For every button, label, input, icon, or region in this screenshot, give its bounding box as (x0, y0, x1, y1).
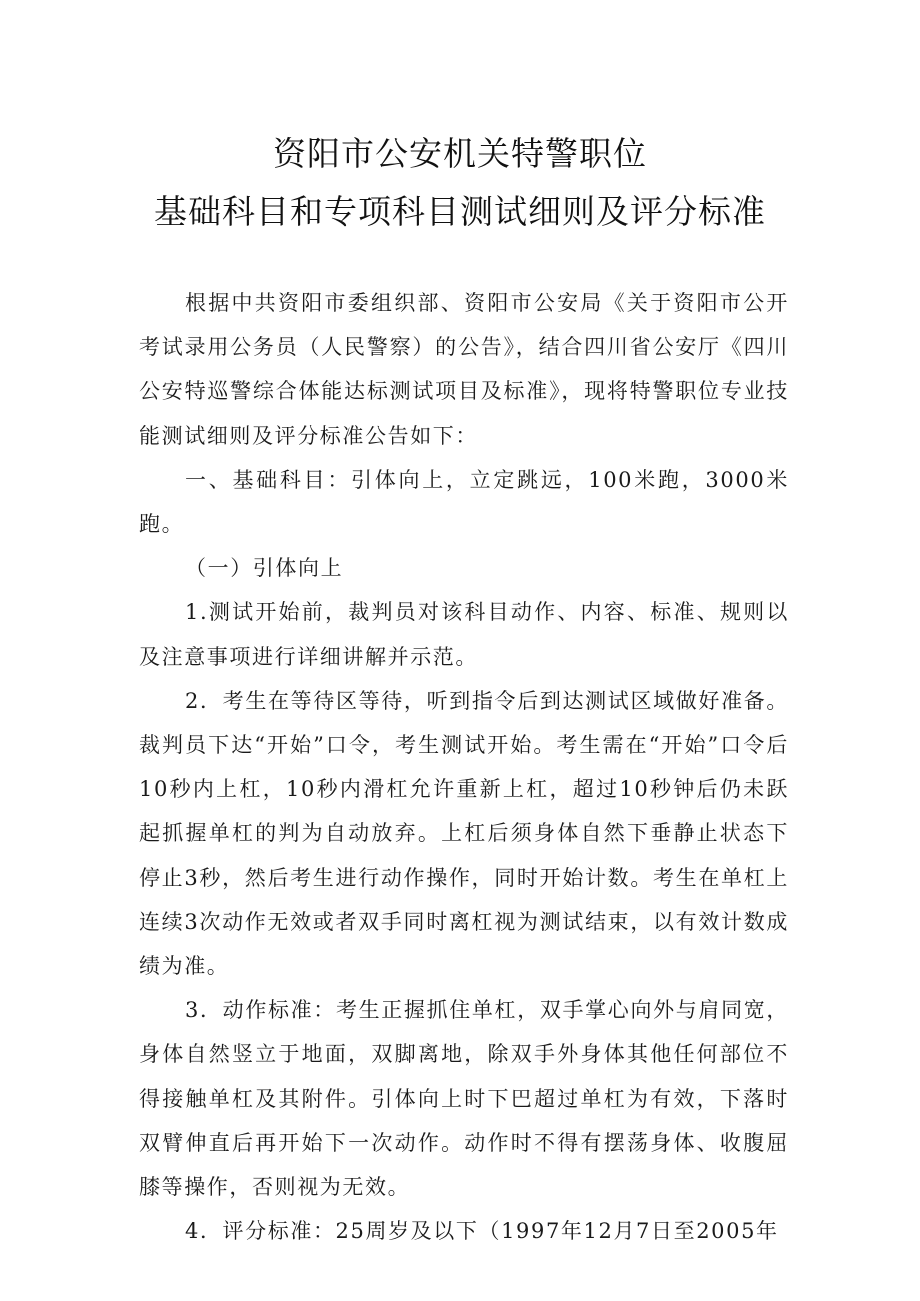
document-title-line-2: 基础科目和专项科目测试细则及评分标准 (154, 192, 766, 231)
subsection-heading-pull-ups: （一）引体向上 (185, 556, 344, 581)
rule-paragraph-3: 3．动作标准：考生正握抓住单杠，双手掌心向外与肩同宽，身体自然竖立于地面，双脚离地，除双手外身体其他任何部位不得接触单杠及其附件。引体向上时下巴超过单杠为有效，下落时双臂伸直后再开始下一次动作。动作时不得有摆荡身体、收腹屈膝等操作，否则视为无效。 (139, 998, 789, 1200)
section-heading-basic-subjects: 一、基础科目：引体向上，立定跳远，100米跑，3000米跑。 (139, 467, 789, 537)
document-body (139, 281, 789, 1253)
rule-paragraph-4: 4．评分标准：25周岁及以下（1997年12月7日至2005年 (185, 1219, 779, 1244)
rule-paragraph-2: 2．考生在等待区等待，听到指令后到达测试区域做好准备。裁判员下达“开始”口令，考生测试开始。考生需在“开始”口令后10秒内上杠，10秒内滑杠允许重新上杠，超过10秒钟后仍未跃起抓握单杠的判为自动放弃。上杠后须身体自然下垂静止状态下停止3秒，然后考生进行动作操作，同时开始计数。考生在单杠上连续3次动作无效或者双手同时离杠视为测试结束，以有效计数成绩为准。 (139, 688, 789, 979)
document-title-line-1: 资阳市公安机关特警职位 (273, 134, 647, 173)
intro-paragraph: 根据中共资阳市委组织部、资阳市公安局《关于资阳市公开考试录用公务员（人民警察）的公告》，结合四川省公安厅《四川公安特巡警综合体能达标测试项目及标准》，现将特警职位专业技能测试细则及评分标准公告如下： (139, 291, 789, 448)
rule-paragraph-1: 1.测试开始前，裁判员对该科目动作、内容、标准、规则以及注意事项进行详细讲解并示范。 (139, 600, 789, 669)
